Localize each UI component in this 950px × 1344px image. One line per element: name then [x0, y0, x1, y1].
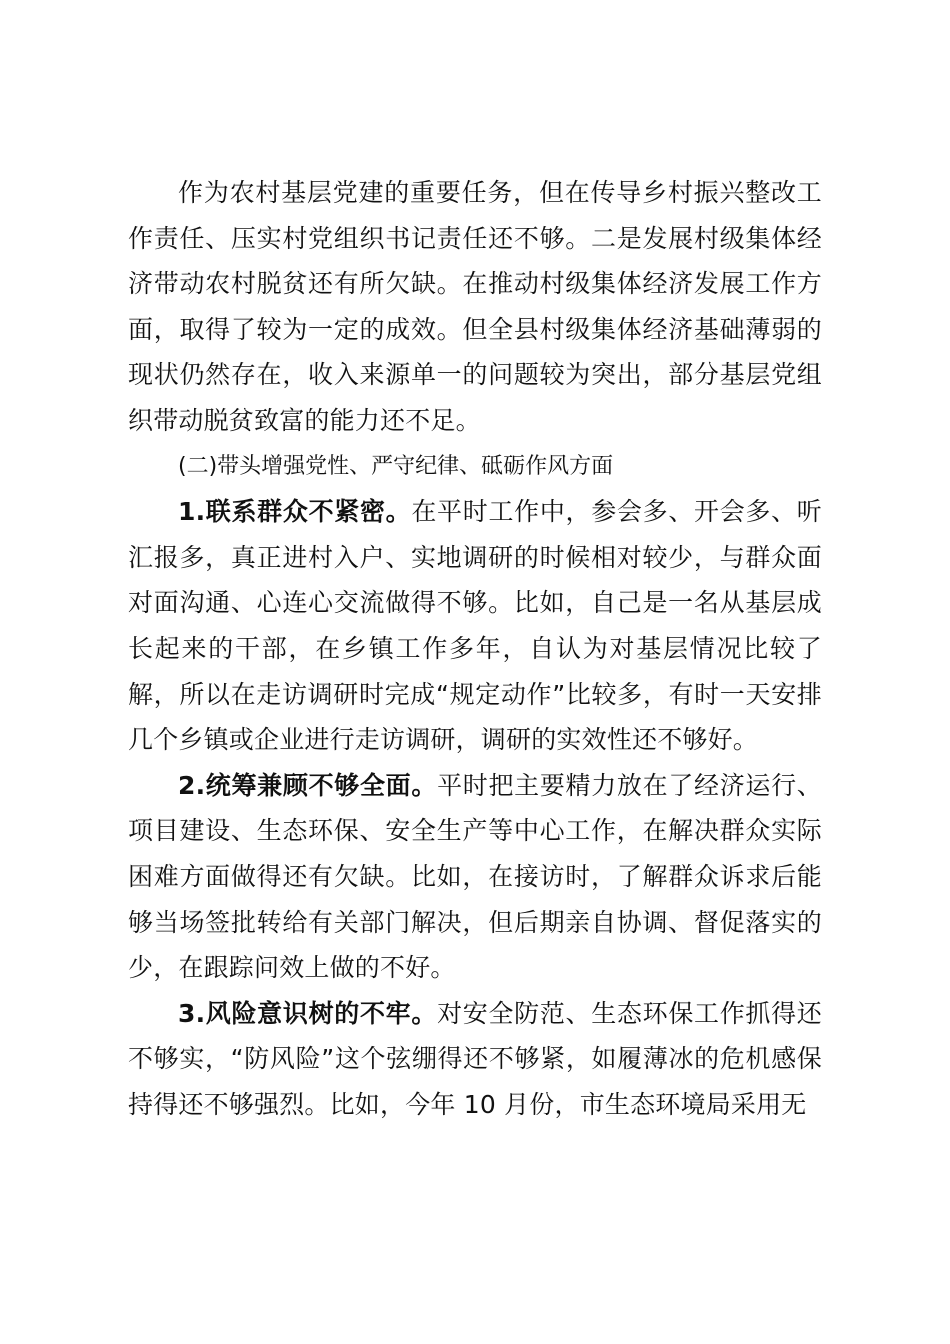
item-3-text: 对安全防范、生态环保工作抓得还不够实，“防风险”这个弦绷得还不够紧，如履薄冰的危机感保持得还不够强烈。比如，今年 10 月份，市生态环境局采用无 [128, 998, 823, 1119]
item-1-lead: 1.联系群众不紧密。 [178, 497, 412, 527]
item-2-lead: 2.统筹兼顾不够全面。 [178, 770, 438, 800]
paragraph-text: 作为农村基层党建的重要任务，但在传导乡村振兴整改工作责任、压实村党组织书记责任还不够。二是发展村级集体经济带动农村脱贫还有所欠缺。在推动村级集体经济发展工作方面，取得了较为一定的成效。但全县村级集体经济基础薄弱的现状仍然存在，收入来源单一的问题较为突出，部分基层党组织带动脱贫致富的能力还不足。 [128, 178, 822, 435]
item-2-text: 平时把主要精力放在了经济运行、项目建设、生态环保、安全生产等中心工作，在解决群众实际困难方面做得还有欠缺。比如，在接访时，了解群众诉求后能够当场签批转给有关部门解决，但后期亲自协调、督促落实的少，在跟踪问效上做的不好。 [128, 770, 823, 983]
item-1-text: 在平时工作中，参会多、开会多、听汇报多，真正进村入户、实地调研的时候相对较少，与群众面对面沟通、心连心交流做得不够。比如，自己是一名从基层成长起来的干部，在乡镇工作多年，自认为对基层情况比较了解，所以在走访调研时完成“规定动作”比较多，有时一天安排几个乡镇或企业进行走访调研，调研的实效性还不够好。 [128, 497, 822, 755]
paragraph-item-1 [128, 489, 822, 763]
paragraph-item-3 [128, 991, 822, 1128]
section-heading-party-discipline [128, 444, 822, 490]
document-body [128, 170, 822, 1127]
section-heading-text: (二)带头增强党性、严守纪律、砥砺作风方面 [178, 453, 614, 479]
item-3-lead: 3.风险意识树的不牢。 [178, 998, 438, 1028]
paragraph-rural-party-building [128, 170, 822, 444]
paragraph-item-2 [128, 763, 822, 991]
